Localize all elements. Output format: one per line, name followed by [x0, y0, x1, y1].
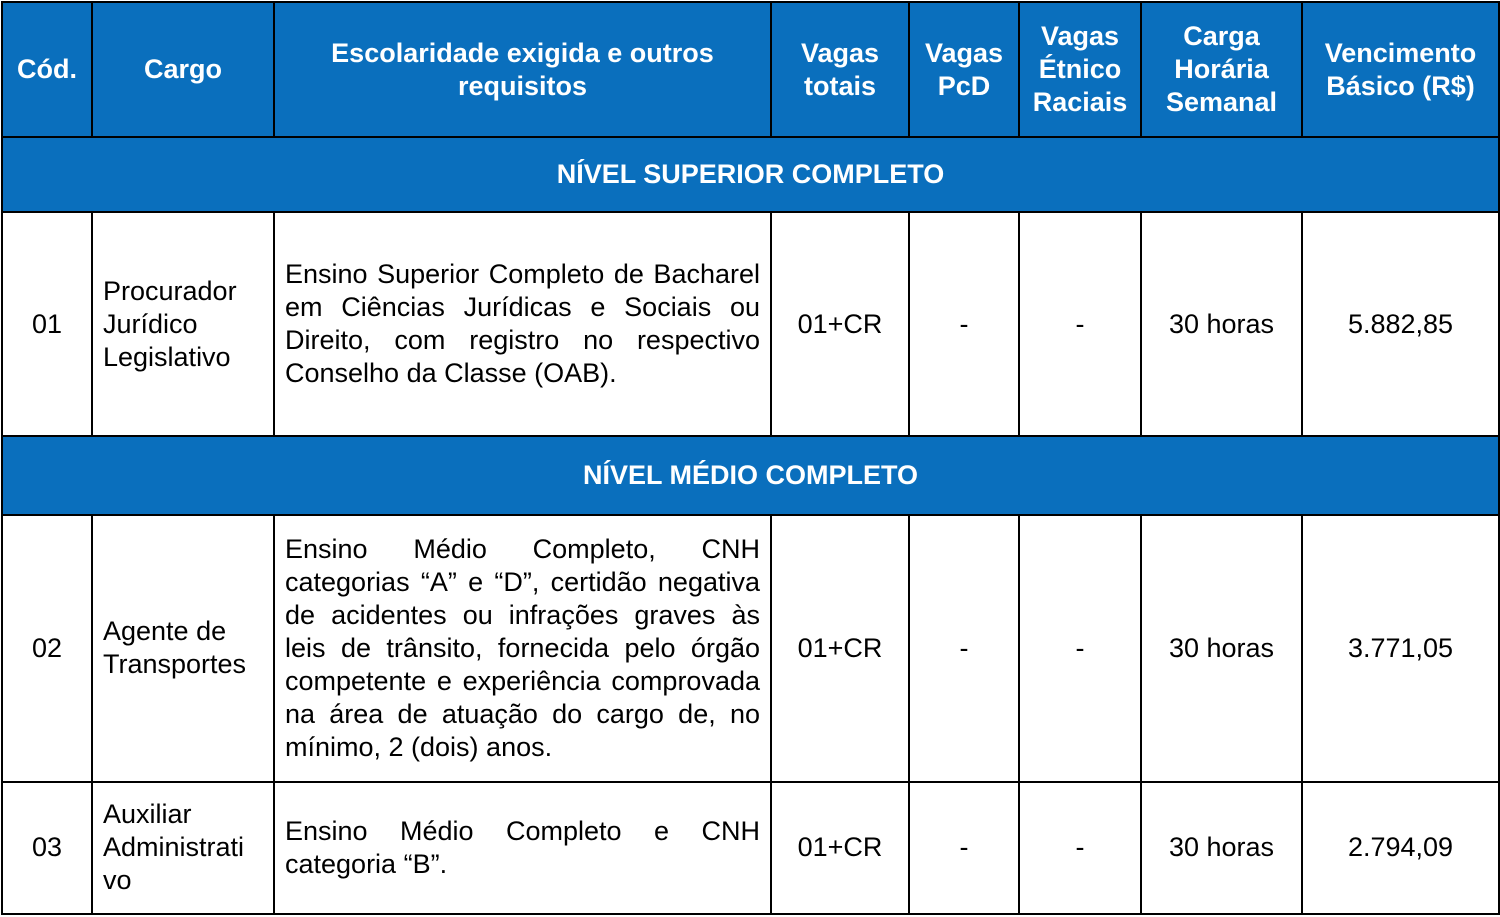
cell-cod: 03 — [2, 782, 92, 914]
header-vagas-totais: Vagas totais — [771, 2, 909, 137]
cell-carga: 30 horas — [1141, 515, 1302, 782]
section-row — [2, 436, 1499, 515]
cell-requisitos: Ensino Médio Completo, CNH categorias “A” e “D”, certidão negativa de acidentes ou infrações graves às leis de trânsito, fornecida pelo órgão competente e experiência comprovada na área de atuação do cargo de, no mínimo, 2 (dois) anos. — [274, 515, 771, 782]
table-row — [2, 212, 1499, 436]
table-row — [2, 782, 1499, 914]
section-row — [2, 137, 1499, 212]
cell-vagas-etnico: - — [1019, 515, 1141, 782]
cargos-table — [1, 1, 1500, 915]
cell-cargo: Agente de Transportes — [92, 515, 274, 782]
header-vagas-etnico: Vagas Étnico Raciais — [1019, 2, 1141, 137]
cell-vagas-pcd: - — [909, 515, 1019, 782]
header-escolaridade: Escolaridade exigida e outros requisitos — [274, 2, 771, 137]
cell-vagas-totais: 01+CR — [771, 782, 909, 914]
cell-vencimento: 3.771,05 — [1302, 515, 1499, 782]
section-title: NÍVEL SUPERIOR COMPLETO — [2, 137, 1499, 212]
cell-requisitos: Ensino Médio Completo e CNH categoria “B”. — [274, 782, 771, 914]
cell-vagas-pcd: - — [909, 212, 1019, 436]
header-vagas-pcd: Vagas PcD — [909, 2, 1019, 137]
header-carga: Carga Horária Semanal — [1141, 2, 1302, 137]
cell-cod: 02 — [2, 515, 92, 782]
section-title: NÍVEL MÉDIO COMPLETO — [2, 436, 1499, 515]
cell-vagas-pcd: - — [909, 782, 1019, 914]
header-vencimento: Vencimento Básico (R$) — [1302, 2, 1499, 137]
cell-cargo: Auxiliar Administrati vo — [92, 782, 274, 914]
header-cod: Cód. — [2, 2, 92, 137]
cell-vagas-etnico: - — [1019, 212, 1141, 436]
cell-requisitos: Ensino Superior Completo de Bacharel em Ciências Jurídicas e Sociais ou Direito, com registro no respectivo Conselho da Classe (OAB). — [274, 212, 771, 436]
cell-cargo: Procurador Jurídico Legislativo — [92, 212, 274, 436]
table-row — [2, 515, 1499, 782]
cell-vagas-totais: 01+CR — [771, 212, 909, 436]
cell-vagas-totais: 01+CR — [771, 515, 909, 782]
cell-vencimento: 2.794,09 — [1302, 782, 1499, 914]
header-row — [2, 2, 1499, 137]
cell-vencimento: 5.882,85 — [1302, 212, 1499, 436]
cell-cod: 01 — [2, 212, 92, 436]
cell-carga: 30 horas — [1141, 212, 1302, 436]
cell-carga: 30 horas — [1141, 782, 1302, 914]
header-cargo: Cargo — [92, 2, 274, 137]
cell-vagas-etnico: - — [1019, 782, 1141, 914]
